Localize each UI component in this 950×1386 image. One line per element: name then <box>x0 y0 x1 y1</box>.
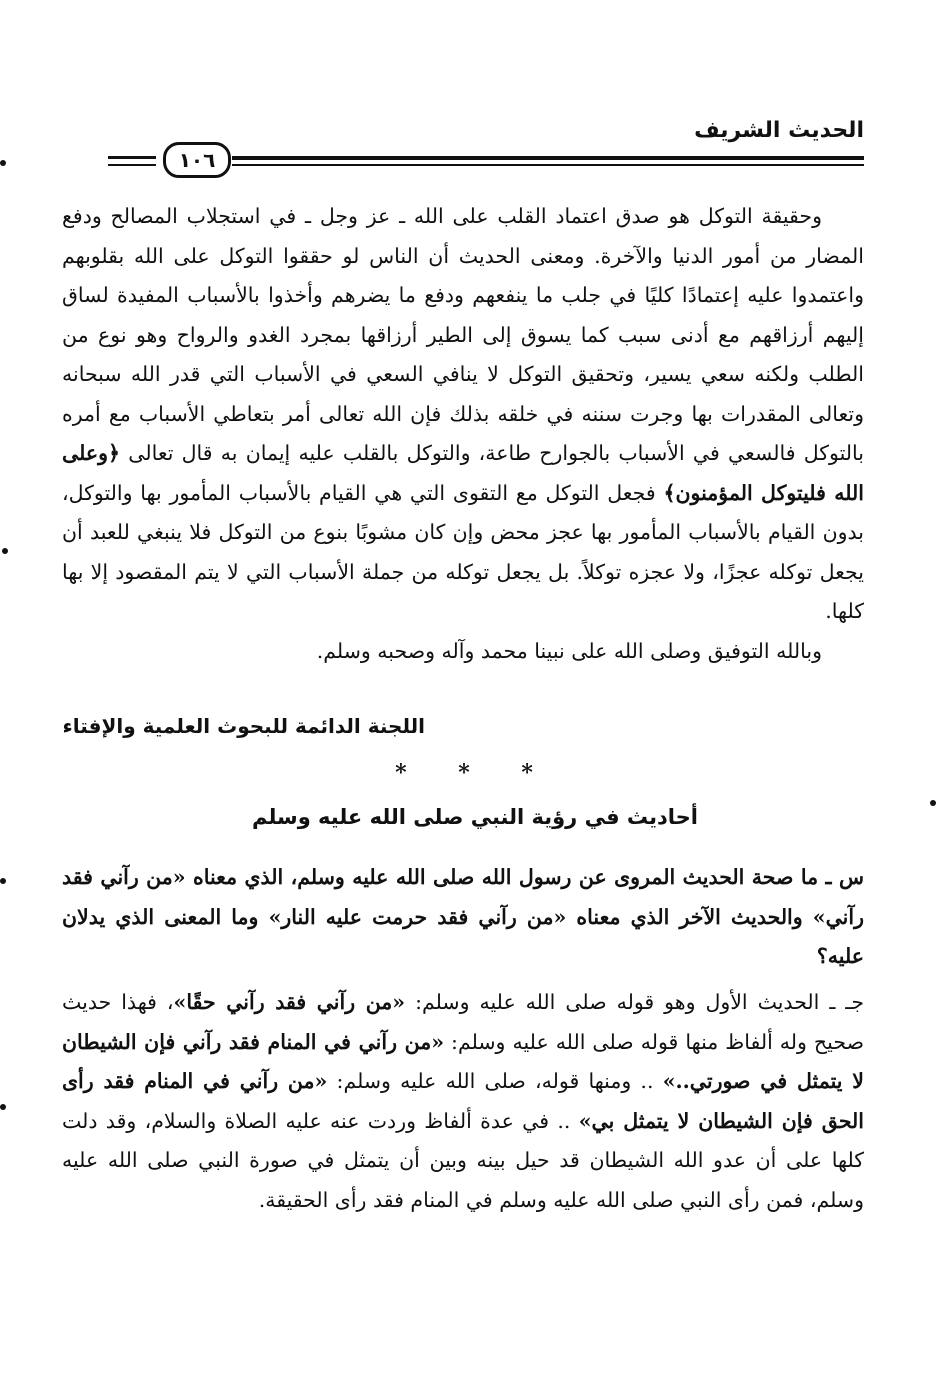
quran-verse: ﴿وعلى الله فليتوكل المؤمنون﴾ <box>62 441 864 505</box>
section-title: أحاديث في رؤية النبي صلى الله عليه وسلم <box>252 805 698 829</box>
question-block <box>62 858 864 977</box>
paragraph-text: وحقيقة التوكل هو صدق اعتماد القلب على الله ـ عز وجل ـ في استجلاب المصالح ودفع المضار من أمور الدنيا والآخرة. ومعنى الحديث أن الناس لو حققوا التوكل على الله بقلوبهم واعتمدوا عليه إعتمادًا كليًا في جلب ما ينفعهم ودفع ما يضرهم وأخذوا بالأسباب المفيدة لساق إليهم أرزاقهم مع أدنى سبب كما يسوق إلى الطير أرزاقها بمجرد الغدو والرواح وهو نوع من الطلب ولكنه سعي يسير، وتحقيق التوكل لا ينافي السعي في الأسباب التي قدر الله سبحانه وتعالى المقدرات بها وجرت سننه في خلقه بذلك فإن الله تعالى أمر بتعاطي الأسباب مع أمره بالتوكل فالسعي في الأسباب بالجوارح طاعة، والتوكل بالقلب عليه إيمان به قال تعالى <box>62 204 864 465</box>
margin-mark <box>930 800 936 806</box>
committee-signature: اللجنة الدائمة للبحوث العلمية والإفتاء <box>62 714 425 738</box>
hadith-quote: «من رآني في المنام فقد رآني فإن الشيطان لا يتمثل في صورتي..» <box>62 1029 864 1093</box>
paragraph-text-tail: فجعل التوكل مع التقوى التي هي القيام بالأسباب المأمور بها والتوكل، بدون القيام بالأسباب المأمور بها عجز محض وإن كان مشوبًا بنوع من التوكل فلا ينبغي للعبد أن يجعل توكله عجزًا، ولا عجزه توكلاً. بل يجعل توكله من جملة الأسباب التي لا يتم المقصود إلا بها كلها. <box>62 480 864 623</box>
hadith-quote: «من رآني في المنام فقد رأى الحق فإن الشيطان لا يتمثل بي» <box>62 1069 864 1133</box>
answer-part: .. ومنها قوله، صلى الله عليه وسلم: <box>336 1069 654 1093</box>
answer-part: جـ ـ الحديث الأول وهو قوله صلى الله عليه وسلم: <box>415 990 864 1014</box>
question-text: س ـ ما صحة الحديث المروى عن رسول الله صلى الله عليه وسلم، الذي معناه «من رآني فقد رآني» والحديث الآخر الذي معناه «من رآني فقد حرمت عليه النار» وما المعنى الذي يدلان عليه؟ <box>62 865 864 968</box>
answer-part: .. في عدة ألفاظ وردت عنه عليه الصلاة والسلام، وقد دلت كلها على أن عدو الله الشيطان قد حيل بينه وبين أن يتمثل في صورة النبي صلى الله عليه وسلم، فمن رأى النبي صلى الله عليه وسلم في المنام فقد رأى الحقيقة. <box>62 1108 864 1212</box>
section-separator: * * * <box>395 760 555 786</box>
paragraph-tawakkul <box>62 197 864 632</box>
margin-mark <box>0 1104 6 1110</box>
page-number-rule-thin <box>108 164 156 166</box>
answer-part: ، فهذا حديث صحيح وله ألفاظ منها قوله صلى الله عليه وسلم: <box>62 990 864 1054</box>
main-text-block <box>62 197 864 671</box>
answer-text <box>62 983 864 1220</box>
header-rule-thin <box>232 164 864 166</box>
closing-line: وبالله التوفيق وصلى الله على نبينا محمد وآله وصحبه وسلم. <box>316 638 822 663</box>
margin-mark <box>0 160 6 166</box>
header-rule-thick <box>232 156 864 160</box>
page-number-rule-thick <box>108 156 156 159</box>
margin-mark <box>2 548 8 554</box>
running-header-title: الحديث الشريف <box>694 118 864 143</box>
margin-mark <box>0 878 6 884</box>
hadith-quote: «من رآني فقد رآني حقًا» <box>173 990 406 1014</box>
page-number: ١٠٦ <box>163 142 231 178</box>
answer-block <box>62 983 864 1220</box>
